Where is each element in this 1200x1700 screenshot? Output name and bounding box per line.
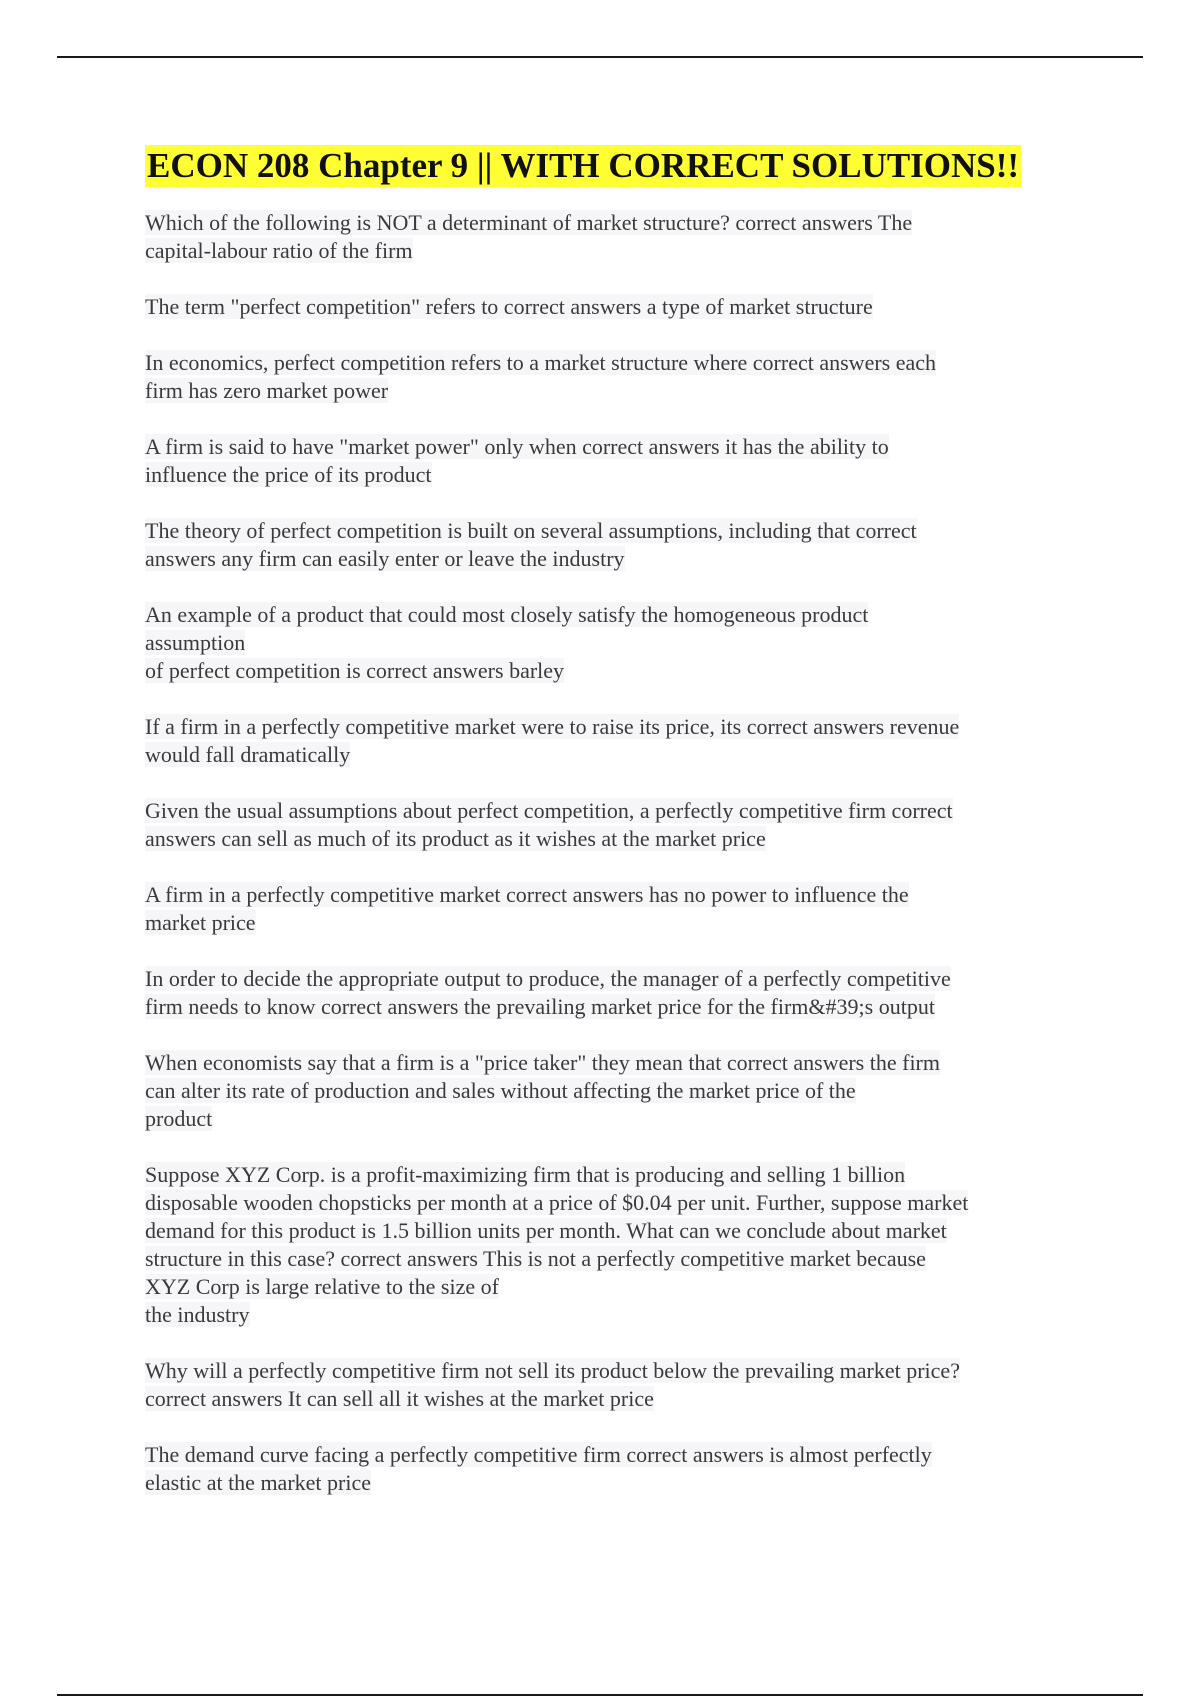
- qa-line-text: firm has zero market power: [145, 378, 389, 403]
- qa-line-text: The demand curve facing a perfectly competitive firm correct answers is almost perfectly: [145, 1442, 932, 1467]
- qa-line: [145, 965, 1065, 993]
- qa-line-text: If a firm in a perfectly competitive market were to raise its price, its correct answers revenue: [145, 714, 960, 739]
- qa-list: [145, 209, 1065, 1497]
- qa-item: [145, 349, 1065, 405]
- qa-line-text: can alter its rate of production and sales without affecting the market price of the: [145, 1078, 856, 1103]
- qa-item: [145, 1049, 1065, 1133]
- qa-line: [145, 1357, 1065, 1385]
- qa-line: [145, 1077, 1065, 1105]
- bottom-rule: [57, 1694, 1143, 1696]
- qa-line: [145, 349, 1065, 377]
- qa-line: [145, 713, 1065, 741]
- qa-line: [145, 741, 1065, 769]
- qa-line-text: elastic at the market price: [145, 1470, 371, 1495]
- qa-line-text: answers can sell as much of its product as it wishes at the market price: [145, 826, 766, 851]
- qa-line-text: The theory of perfect competition is built on several assumptions, including that correct: [145, 518, 917, 543]
- qa-line-text: A firm is said to have "market power" only when correct answers it has the ability to: [145, 434, 889, 459]
- qa-line: [145, 377, 1065, 405]
- qa-line: [145, 517, 1065, 545]
- qa-line: [145, 629, 1065, 657]
- qa-line: [145, 461, 1065, 489]
- qa-line-text: market price: [145, 910, 256, 935]
- qa-line: [145, 1273, 1065, 1301]
- qa-line-text: capital-labour ratio of the firm: [145, 238, 413, 263]
- qa-item: [145, 1161, 1065, 1329]
- qa-item: [145, 797, 1065, 853]
- qa-line-text: An example of a product that could most closely satisfy the homogeneous product: [145, 602, 869, 627]
- qa-line: [145, 909, 1065, 937]
- qa-line-text: firm needs to know correct answers the prevailing market price for the firm&#39;s output: [145, 994, 935, 1019]
- qa-item: [145, 965, 1065, 1021]
- qa-line-text: product: [145, 1106, 213, 1131]
- qa-line: [145, 433, 1065, 461]
- qa-line-text: the industry: [145, 1302, 250, 1327]
- qa-line: [145, 797, 1065, 825]
- qa-line: [145, 1049, 1065, 1077]
- qa-line: [145, 209, 1065, 237]
- qa-item: [145, 517, 1065, 573]
- qa-item: [145, 1441, 1065, 1497]
- document-title: ECON 208 Chapter 9 || WITH CORRECT SOLUTIONS!!: [147, 146, 1020, 185]
- qa-line-text: disposable wooden chopsticks per month at a price of $0.04 per unit. Further, suppose market: [145, 1190, 969, 1215]
- qa-line-text: demand for this product is 1.5 billion units per month. What can we conclude about market: [145, 1218, 947, 1243]
- qa-item: [145, 881, 1065, 937]
- qa-line-text: Which of the following is NOT a determinant of market structure? correct answers The: [145, 210, 913, 235]
- qa-line: [145, 825, 1065, 853]
- qa-line: [145, 881, 1065, 909]
- qa-line-text: When economists say that a firm is a "price taker" they mean that correct answers the firm: [145, 1050, 940, 1075]
- qa-item: [145, 433, 1065, 489]
- qa-line: [145, 545, 1065, 573]
- qa-line: [145, 293, 1065, 321]
- qa-line-text: correct answers It can sell all it wishes at the market price: [145, 1386, 654, 1411]
- qa-line: [145, 1161, 1065, 1189]
- qa-line-text: A firm in a perfectly competitive market correct answers has no power to influence the: [145, 882, 909, 907]
- qa-item: [145, 713, 1065, 769]
- qa-item: [145, 601, 1065, 685]
- qa-line: [145, 1245, 1065, 1273]
- qa-line-text: of perfect competition is correct answers barley: [145, 658, 565, 683]
- qa-line: [145, 657, 1065, 685]
- qa-line-text: Given the usual assumptions about perfect competition, a perfectly competitive firm correct: [145, 798, 953, 823]
- qa-line-text: Why will a perfectly competitive firm not sell its product below the prevailing market price?: [145, 1358, 960, 1383]
- qa-line: [145, 1385, 1065, 1413]
- qa-line: [145, 1189, 1065, 1217]
- qa-line: [145, 601, 1065, 629]
- qa-item: [145, 209, 1065, 265]
- qa-line-text: In order to decide the appropriate output to produce, the manager of a perfectly competitive: [145, 966, 951, 991]
- qa-line-text: would fall dramatically: [145, 742, 351, 767]
- qa-line-text: The term "perfect competition" refers to correct answers a type of market structure: [145, 294, 873, 319]
- qa-line-text: structure in this case? correct answers This is not a perfectly competitive market because: [145, 1246, 926, 1271]
- document-body: [145, 145, 1065, 1525]
- qa-line-text: answers any firm can easily enter or leave the industry: [145, 546, 625, 571]
- qa-line: [145, 237, 1065, 265]
- qa-line: [145, 1441, 1065, 1469]
- qa-line: [145, 1469, 1065, 1497]
- qa-line: [145, 1217, 1065, 1245]
- qa-line: [145, 993, 1065, 1021]
- qa-line-text: assumption: [145, 630, 246, 655]
- qa-line-text: Suppose XYZ Corp. is a profit-maximizing firm that is producing and selling 1 billion: [145, 1162, 906, 1187]
- qa-line-text: In economics, perfect competition refers to a market structure where correct answers each: [145, 350, 937, 375]
- qa-item: [145, 293, 1065, 321]
- qa-line-text: XYZ Corp is large relative to the size of: [145, 1274, 499, 1299]
- qa-line-text: influence the price of its product: [145, 462, 432, 487]
- qa-line: [145, 1105, 1065, 1133]
- qa-item: [145, 1357, 1065, 1413]
- qa-line: [145, 1301, 1065, 1329]
- top-rule: [57, 56, 1143, 58]
